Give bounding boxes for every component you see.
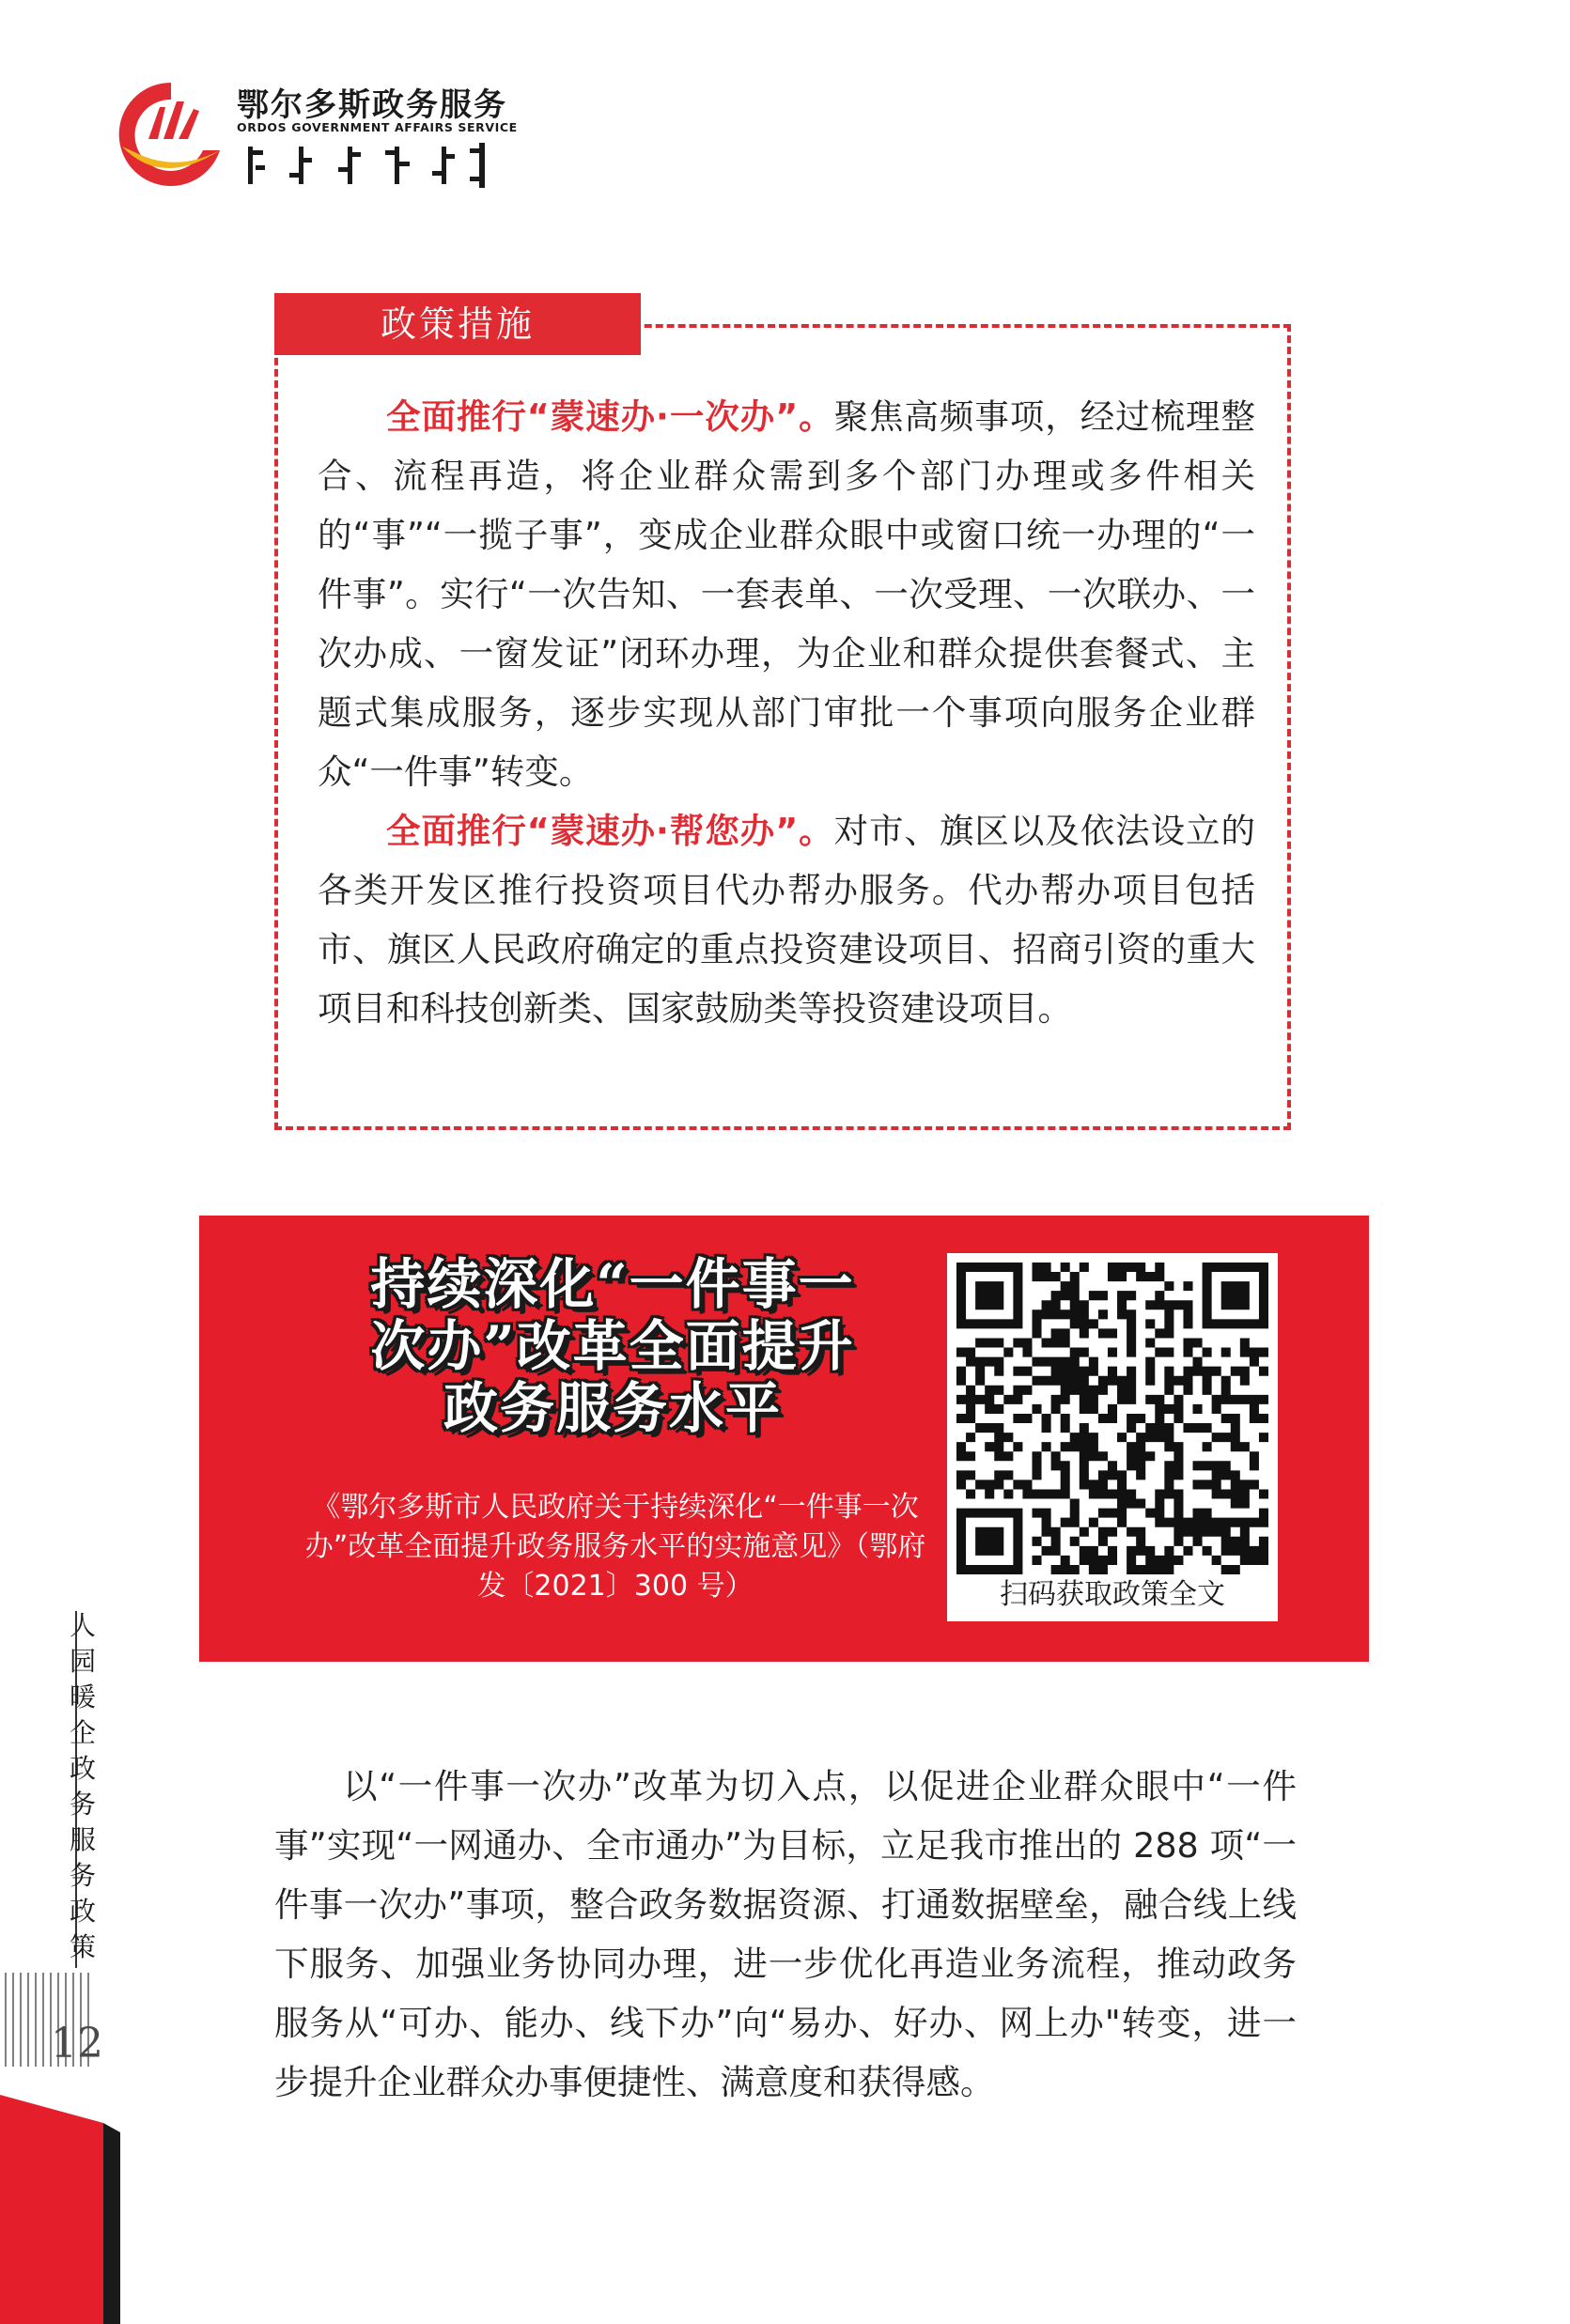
policy-content: [318, 387, 1255, 1038]
side-vertical-title: 人园暖企政务服务政策: [69, 1610, 96, 1962]
policy-paragraph: [318, 387, 1255, 801]
body-paragraph: 以“一件事一次办”改革为切入点，以促进企业群众眼中“一件事”实现“一网通办、全市通办”为目标，立足我市推出的 288 项“一件事一次办”事项，整合政务数据资源、打通数据壁垒，融合线上线下服务、加强业务协同办理，进一步优化再造业务流程，推动政务服务从“可办、能办、线下办”向“易办、好办、网上办"转变，进一步提升企业群众办事便捷性、满意度和获得感。: [274, 1766, 1297, 2102]
policy-paragraph-text: 对市、旗区以及依法设立的各类开发区推行投资项目代办帮办服务。代办帮办项目包括市、旗区人民政府确定的重点投资建设项目、招商引资的重大项目和科技创新类、国家鼓励类等投资建设项目。: [318, 811, 1256, 1029]
policy-highlight: 全面推行“蒙速办·帮您办”。: [386, 811, 834, 851]
policy-banner: [199, 1216, 1369, 1662]
banner-title-line: 政务服务水平: [443, 1376, 782, 1440]
policy-paragraph-text: 聚焦高频事项，经过梳理整合、流程再造，将企业群众需到多个部门办理或多件相关的“事”“一揽子事”，变成企业群众眼中或窗口统一办理的“一件事”。实行“一次告知、一套表单、一次受理、一次联办、一次办成、一窗发证”闭环办理，为企业和群众提供套餐式、主题式集成服务，逐步实现从部门审批一个事项向服务企业群众“一件事”转变。: [318, 396, 1256, 792]
qr-code-icon[interactable]: [956, 1263, 1268, 1574]
page-number: 12: [51, 2020, 103, 2068]
mongolian-script-icon: [244, 141, 498, 190]
org-logo: [105, 73, 518, 195]
policy-highlight: 全面推行“蒙速办·一次办”。: [386, 396, 834, 437]
body-text: [274, 1757, 1297, 2112]
policy-tab-label: 政策措施: [274, 293, 641, 355]
banner-title: [303, 1253, 923, 1439]
ordos-logo-icon: [105, 73, 237, 195]
org-name-en: ORDOS GOVERNMENT AFFAIRS SERVICE: [237, 120, 518, 134]
banner-title-line: 次办”改革全面提升: [370, 1314, 855, 1378]
org-name-cn: 鄂尔多斯政务服务: [237, 86, 507, 124]
qr-card[interactable]: [947, 1253, 1278, 1621]
policy-paragraph: [318, 801, 1255, 1038]
banner-document-title: 《鄂尔多斯市人民政府关于持续深化“一件事一次办”改革全面提升政务服务水平的实施意见》（鄂府发〔2021〕300 号）: [304, 1491, 926, 1603]
banner-title-line: 持续深化“一件事一: [370, 1252, 855, 1316]
qr-caption: 扫码获取政策全文: [1000, 1578, 1225, 1611]
